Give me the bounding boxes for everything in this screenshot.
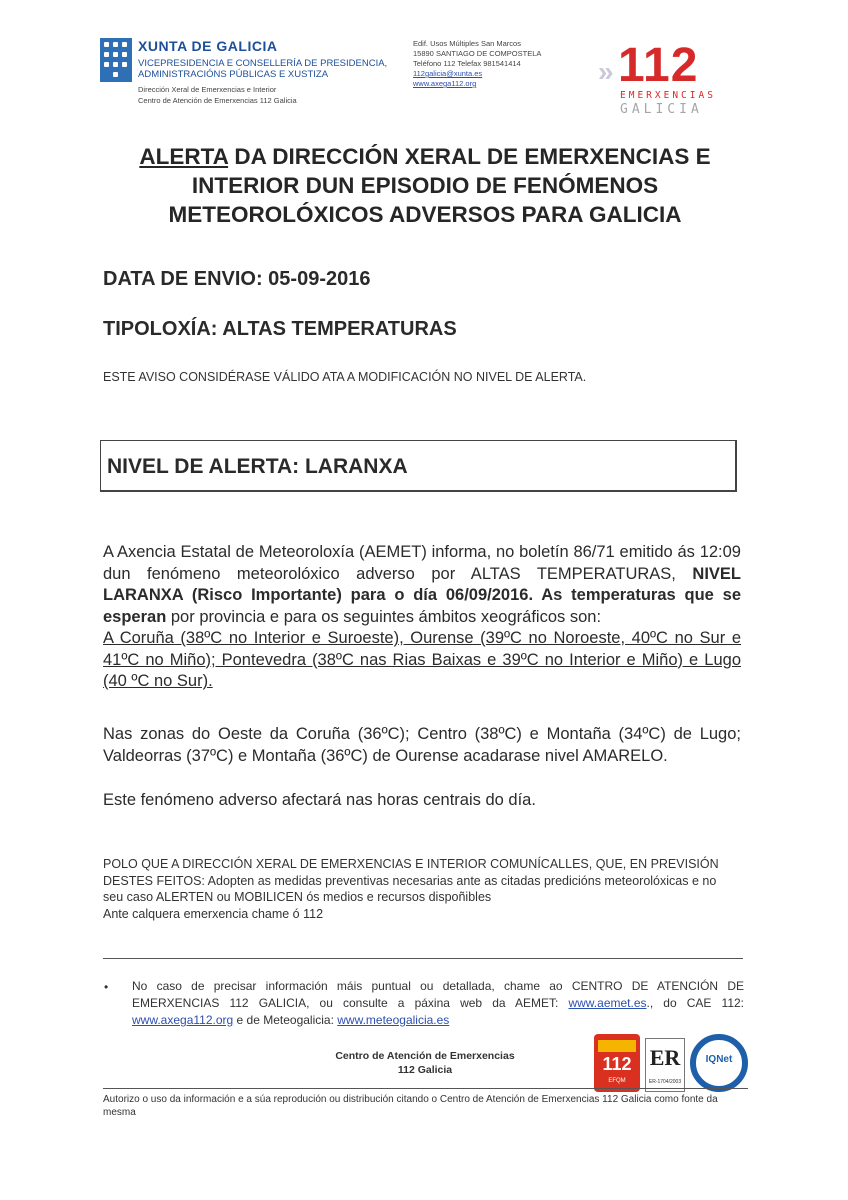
divider bbox=[103, 958, 743, 959]
title-line-3: METEOROLÓXICOS ADVERSOS PARA GALICIA bbox=[168, 202, 682, 227]
xunta-crest-logo bbox=[100, 38, 132, 82]
polo-line-3: seu caso ALERTEN ou MOBILICEN ós medios e recursos dispoñibles bbox=[103, 890, 492, 904]
aemet-link[interactable]: www.aemet.es bbox=[568, 996, 647, 1010]
axega-link[interactable]: www.axega112.org bbox=[132, 1013, 234, 1027]
efqm-certification-logo bbox=[594, 1034, 640, 1092]
aemet-paragraph bbox=[103, 542, 741, 693]
address-line-1: Edif. Usos Múltiples San Marcos bbox=[413, 39, 521, 48]
amarelo-paragraph: Nas zonas do Oeste da Coruña (36ºC); Centro (38ºC) e Montaña (34ºC) de Lugo; Valdeorras (37ºC) e Montaña (36ºC) de Ourense acadarase nivel AMARELO. bbox=[103, 725, 741, 765]
contact-block bbox=[413, 39, 588, 89]
polo-line-1: POLO QUE A DIRECCIÓN XERAL DE EMERXENCIAS E INTERIOR COMUNÍCALLES, QUE, EN PREVISIÓN bbox=[103, 857, 719, 871]
polo-line-4: Ante calquera emerxencia chame ó 112 bbox=[103, 906, 324, 921]
org-line-2: ADMINISTRACIÓNS PÚBLICAS E XUSTIZA bbox=[138, 69, 329, 80]
meteogalicia-link[interactable]: www.meteogalicia.es bbox=[337, 1013, 450, 1027]
org-line-3: Dirección Xeral de Emerxencias e Interior bbox=[138, 85, 277, 94]
email-link[interactable]: 112galicia@xunta.es bbox=[413, 69, 483, 78]
cae-signature bbox=[300, 1049, 550, 1077]
title-line-1: DA DIRECCIÓN XERAL DE EMERXENCIAS E bbox=[228, 144, 711, 169]
data-envio: DATA DE ENVIO: 05-09-2016 bbox=[103, 268, 371, 290]
document-title bbox=[110, 142, 740, 229]
title-alerta: ALERTA bbox=[139, 144, 229, 169]
alert-level-label: NIVEL DE ALERTA: LARANXA bbox=[107, 455, 408, 478]
org-line-4: Centro de Atención de Emerxencias 112 Galicia bbox=[138, 96, 297, 105]
polo-line-2: DESTES FEITOS: Adopten as medidas preventivas necesarias ante as citadas predicións meteorolóxicas e no bbox=[103, 873, 717, 888]
cert-112-number: 112 bbox=[602, 1054, 632, 1074]
chevron-icon: » bbox=[598, 56, 614, 87]
address-line-2: 15890 SANTIAGO DE COMPOSTELA bbox=[413, 49, 542, 58]
org-name: XUNTA DE GALICIA bbox=[138, 38, 278, 54]
iqnet-logo bbox=[690, 1034, 748, 1092]
alert-level-box bbox=[100, 440, 737, 492]
website-link[interactable]: www.axega112.org bbox=[413, 79, 477, 88]
footnote-text-a: No caso de precisar información máis puntual ou detallada, chame ao CENTRO DE ATENCIÓN DE EMERXENCIAS 112 GALICIA, ou consulte a páxina web da AEMET: bbox=[132, 979, 744, 1010]
cae-line-2: 112 Galicia bbox=[397, 1064, 453, 1076]
tipoloxia: TIPOLOXÍA: ALTAS TEMPERATURAS bbox=[103, 318, 457, 340]
emergencias-112-logo bbox=[598, 38, 738, 118]
p1-temperatures: A Coruña (38ºC no Interior e Suroeste), Ourense (39ºC no Noroeste, 40ºC no Sur e 41ºC no Miño); Pontevedra (38ºC nas Rias Baixas e 39ºC no Interior e Miño) e Lugo (40 ºC no Sur). bbox=[103, 629, 741, 690]
logo-galicia: GALICIA bbox=[620, 102, 703, 117]
logo-number: 112 bbox=[618, 39, 699, 92]
aenor-er-logo bbox=[645, 1038, 685, 1092]
logo-emerxencias: EMERXENCIAS bbox=[620, 90, 716, 101]
p1-text-a: A Axencia Estatal de Meteoroloxía (AEMET) informa, no boletín 86/71 emitido ás 12:09 dun fenómeno meteorolóxico adverso por ALTAS TEMPERATURAS, bbox=[103, 543, 741, 583]
footnote-text-c: e de Meteogalicia: bbox=[233, 1013, 338, 1027]
hours-paragraph: Este fenómeno adverso afectará nas horas centrais do día. bbox=[103, 791, 536, 809]
authorization-note: Autorizo o uso da información e a súa reprodución ou distribución citando o Centro de Atención de Emerxencias 112 Galicia como fonte da mesma bbox=[103, 1094, 718, 1118]
phone-line: Teléfono 112 Telefax 981541414 bbox=[413, 59, 521, 68]
instructions-block bbox=[103, 856, 743, 922]
cert-er-sub: ER-1704/2003 bbox=[648, 1079, 682, 1085]
title-line-2: INTERIOR DUN EPISODIO DE FENÓMENOS bbox=[191, 173, 659, 198]
cae-line-1: Centro de Atención de Emerxencias bbox=[335, 1050, 515, 1062]
footnote-text-b: ., do CAE 112: bbox=[646, 996, 745, 1010]
validity-notice: ESTE AVISO CONSIDÉRASE VÁLIDO ATA A MODIFICACIÓN NO NIVEL DE ALERTA. bbox=[103, 370, 587, 384]
cert-er-letters: ER bbox=[649, 1045, 681, 1070]
bottom-divider bbox=[103, 1088, 748, 1089]
cert-iqnet-name: IQNet bbox=[705, 1054, 733, 1065]
bullet-icon: • bbox=[104, 980, 109, 994]
cert-112-sub: EFQM bbox=[608, 1078, 626, 1084]
footnote bbox=[132, 978, 744, 1029]
org-line-1: VICEPRESIDENCIA E CONSELLERÍA DE PRESIDENCIA, bbox=[138, 58, 388, 69]
p1-text-b: por provincia e para os seguintes ámbitos xeográficos son: bbox=[166, 607, 602, 626]
p1-bold: NIVEL LARANXA (Risco Importante) para o día 06/09/2016. As temperaturas que se esperan bbox=[103, 564, 741, 626]
